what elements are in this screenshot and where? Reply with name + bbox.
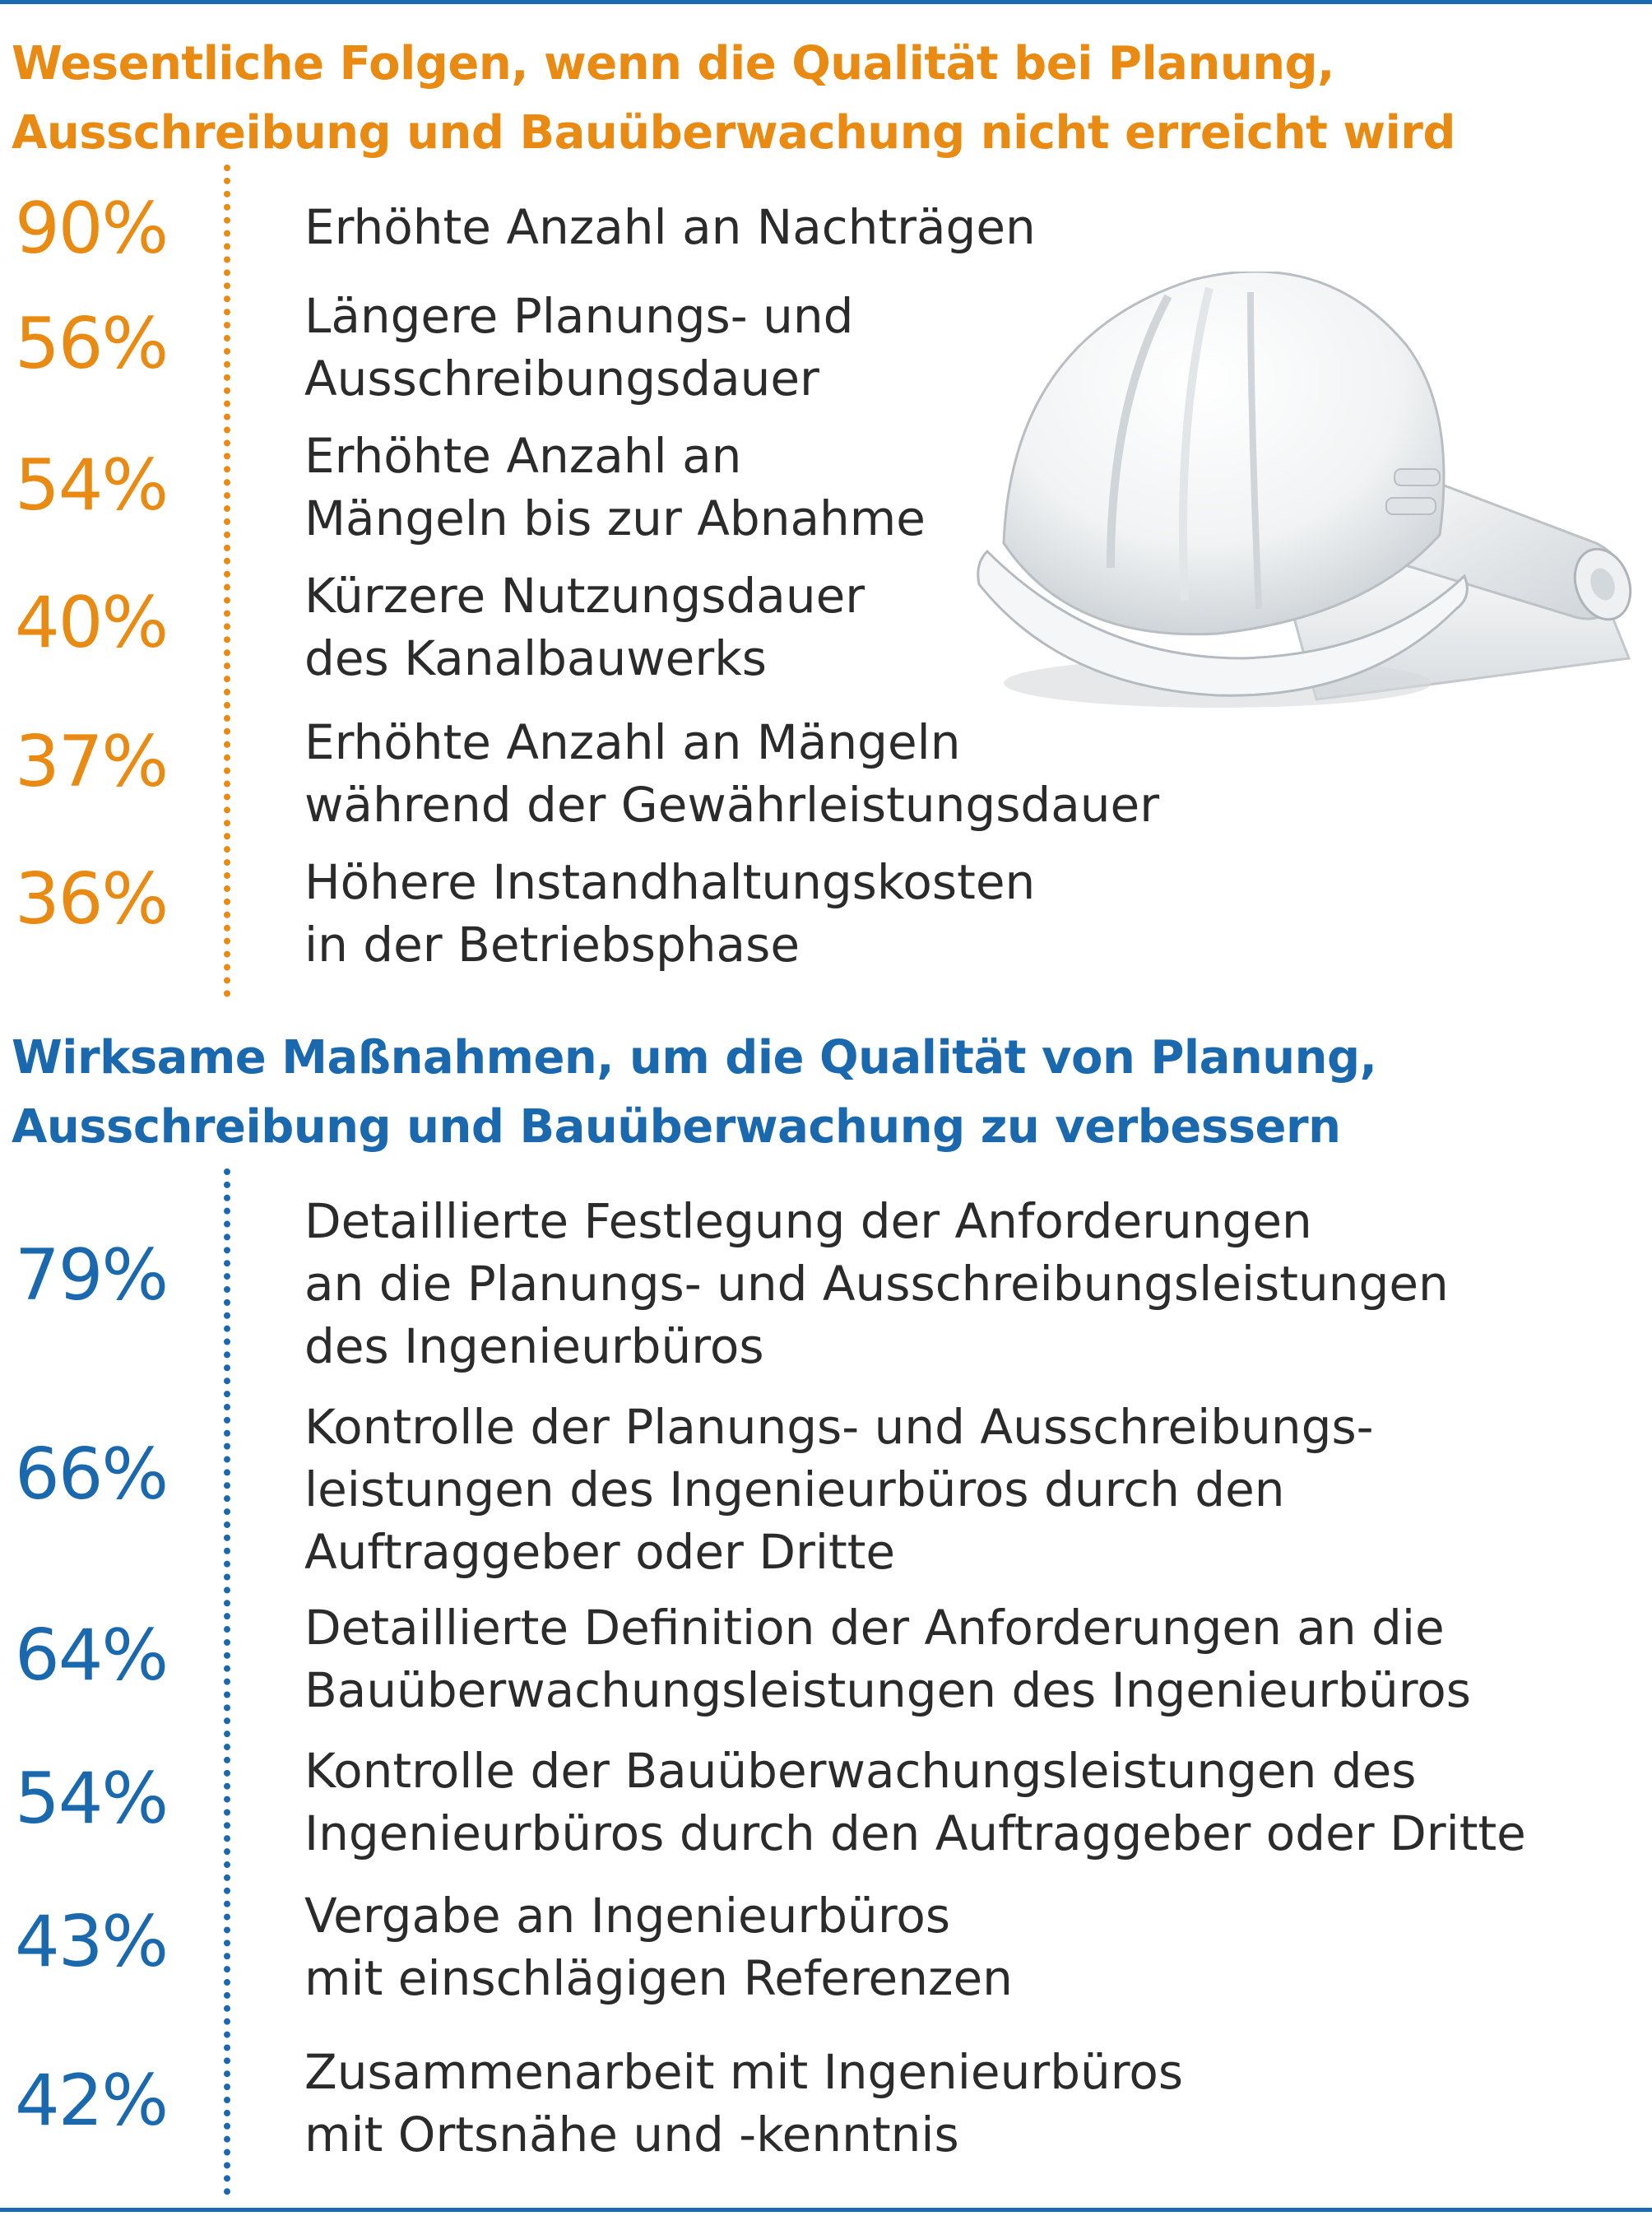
item-label-line: mit Ortsnähe und -kenntnis <box>304 2107 959 2163</box>
percent-value: 90% <box>15 188 168 270</box>
item-label-line: Auftraggeber oder Dritte <box>304 1524 896 1580</box>
item-label-line: Kontrolle der Bauüberwachungsleistungen des <box>304 1743 1417 1799</box>
item-label <box>304 285 853 410</box>
item-label-line: Erhöhte Anzahl an Mängeln <box>304 714 961 770</box>
percent-value: 43% <box>15 1901 168 1983</box>
item-label-line: an die Planungs- und Ausschreibungsleistungen <box>304 1256 1449 1312</box>
item-label-line: Ingenieurbüros durch den Auftraggeber oder Dritte <box>304 1805 1526 1861</box>
item-label-line: mit einschlägigen Referenzen <box>304 1950 1013 2006</box>
item-label-line: des Kanalbauwerks <box>304 630 768 686</box>
item-label <box>304 196 1036 258</box>
percent-value: 54% <box>15 444 168 527</box>
dotted-divider <box>224 165 230 997</box>
section-title-line: Ausschreibung und Bauüberwachung nicht erreicht wird <box>12 106 1455 160</box>
item-label-line: Detaillierte Festlegung der Anforderungen <box>304 1193 1312 1249</box>
item-label <box>304 2041 1183 2166</box>
dotted-divider <box>224 1168 230 2195</box>
item-label <box>304 1396 1374 1583</box>
item-label-line: Erhöhte Anzahl an Nachträgen <box>304 199 1036 255</box>
percent-value: 37% <box>15 721 168 803</box>
item-label-line: in der Betriebsphase <box>304 917 800 973</box>
item-label-line: Längere Planungs- und <box>304 288 854 344</box>
item-label <box>304 1190 1449 1377</box>
item-label-line: Detaillierte Definition der Anforderungen an die <box>304 1600 1445 1656</box>
item-label-line: Bauüberwachungsleistungen des Ingenieurbüros <box>304 1662 1471 1718</box>
section-title-consequences <box>12 30 1624 168</box>
percent-value: 36% <box>15 858 168 941</box>
item-label-line: Zusammenarbeit mit Ingenieurbüros <box>304 2044 1184 2100</box>
percent-value: 56% <box>15 303 168 385</box>
section-title-line: Wirksame Maßnahmen, um die Qualität von Planung, <box>12 1031 1377 1085</box>
percent-value: 64% <box>15 1614 168 1697</box>
item-label-line: Vergabe an Ingenieurbüros <box>304 1888 951 1944</box>
top-rule <box>0 0 1652 4</box>
item-label-line: während der Gewährleistungsdauer <box>304 777 1160 833</box>
percent-value: 42% <box>15 2060 168 2142</box>
item-label-line: Ausschreibungsdauer <box>304 351 819 406</box>
percent-value: 79% <box>15 1234 168 1317</box>
item-label <box>304 1596 1471 1721</box>
item-label <box>304 1884 1013 2009</box>
section-title-line: Ausschreibung und Bauüberwachung zu verbessern <box>12 1100 1341 1154</box>
item-label <box>304 425 926 550</box>
item-label-line: des Ingenieurbüros <box>304 1318 764 1374</box>
bottom-rule <box>0 2208 1652 2212</box>
percent-value: 54% <box>15 1758 168 1840</box>
item-label-line: Erhöhte Anzahl an <box>304 428 742 484</box>
hard-hat-and-plans-icon <box>971 272 1652 732</box>
item-label <box>304 1740 1526 1865</box>
item-label-line: Kürzere Nutzungsdauer <box>304 568 865 624</box>
percent-value: 40% <box>15 582 168 664</box>
item-label-line: Kontrolle der Planungs- und Ausschreibungs- <box>304 1399 1374 1455</box>
item-label-line: Höhere Instandhaltungskosten <box>304 854 1036 910</box>
section-title-line: Wesentliche Folgen, wenn die Qualität bei Planung, <box>12 37 1334 91</box>
item-label <box>304 851 1035 976</box>
section-title-measures <box>12 1024 1624 1162</box>
item-label-line: leistungen des Ingenieurbüros durch den <box>304 1461 1285 1517</box>
item-label <box>304 564 865 690</box>
percent-value: 66% <box>15 1433 168 1516</box>
item-label-line: Mängeln bis zur Abnahme <box>304 490 926 546</box>
